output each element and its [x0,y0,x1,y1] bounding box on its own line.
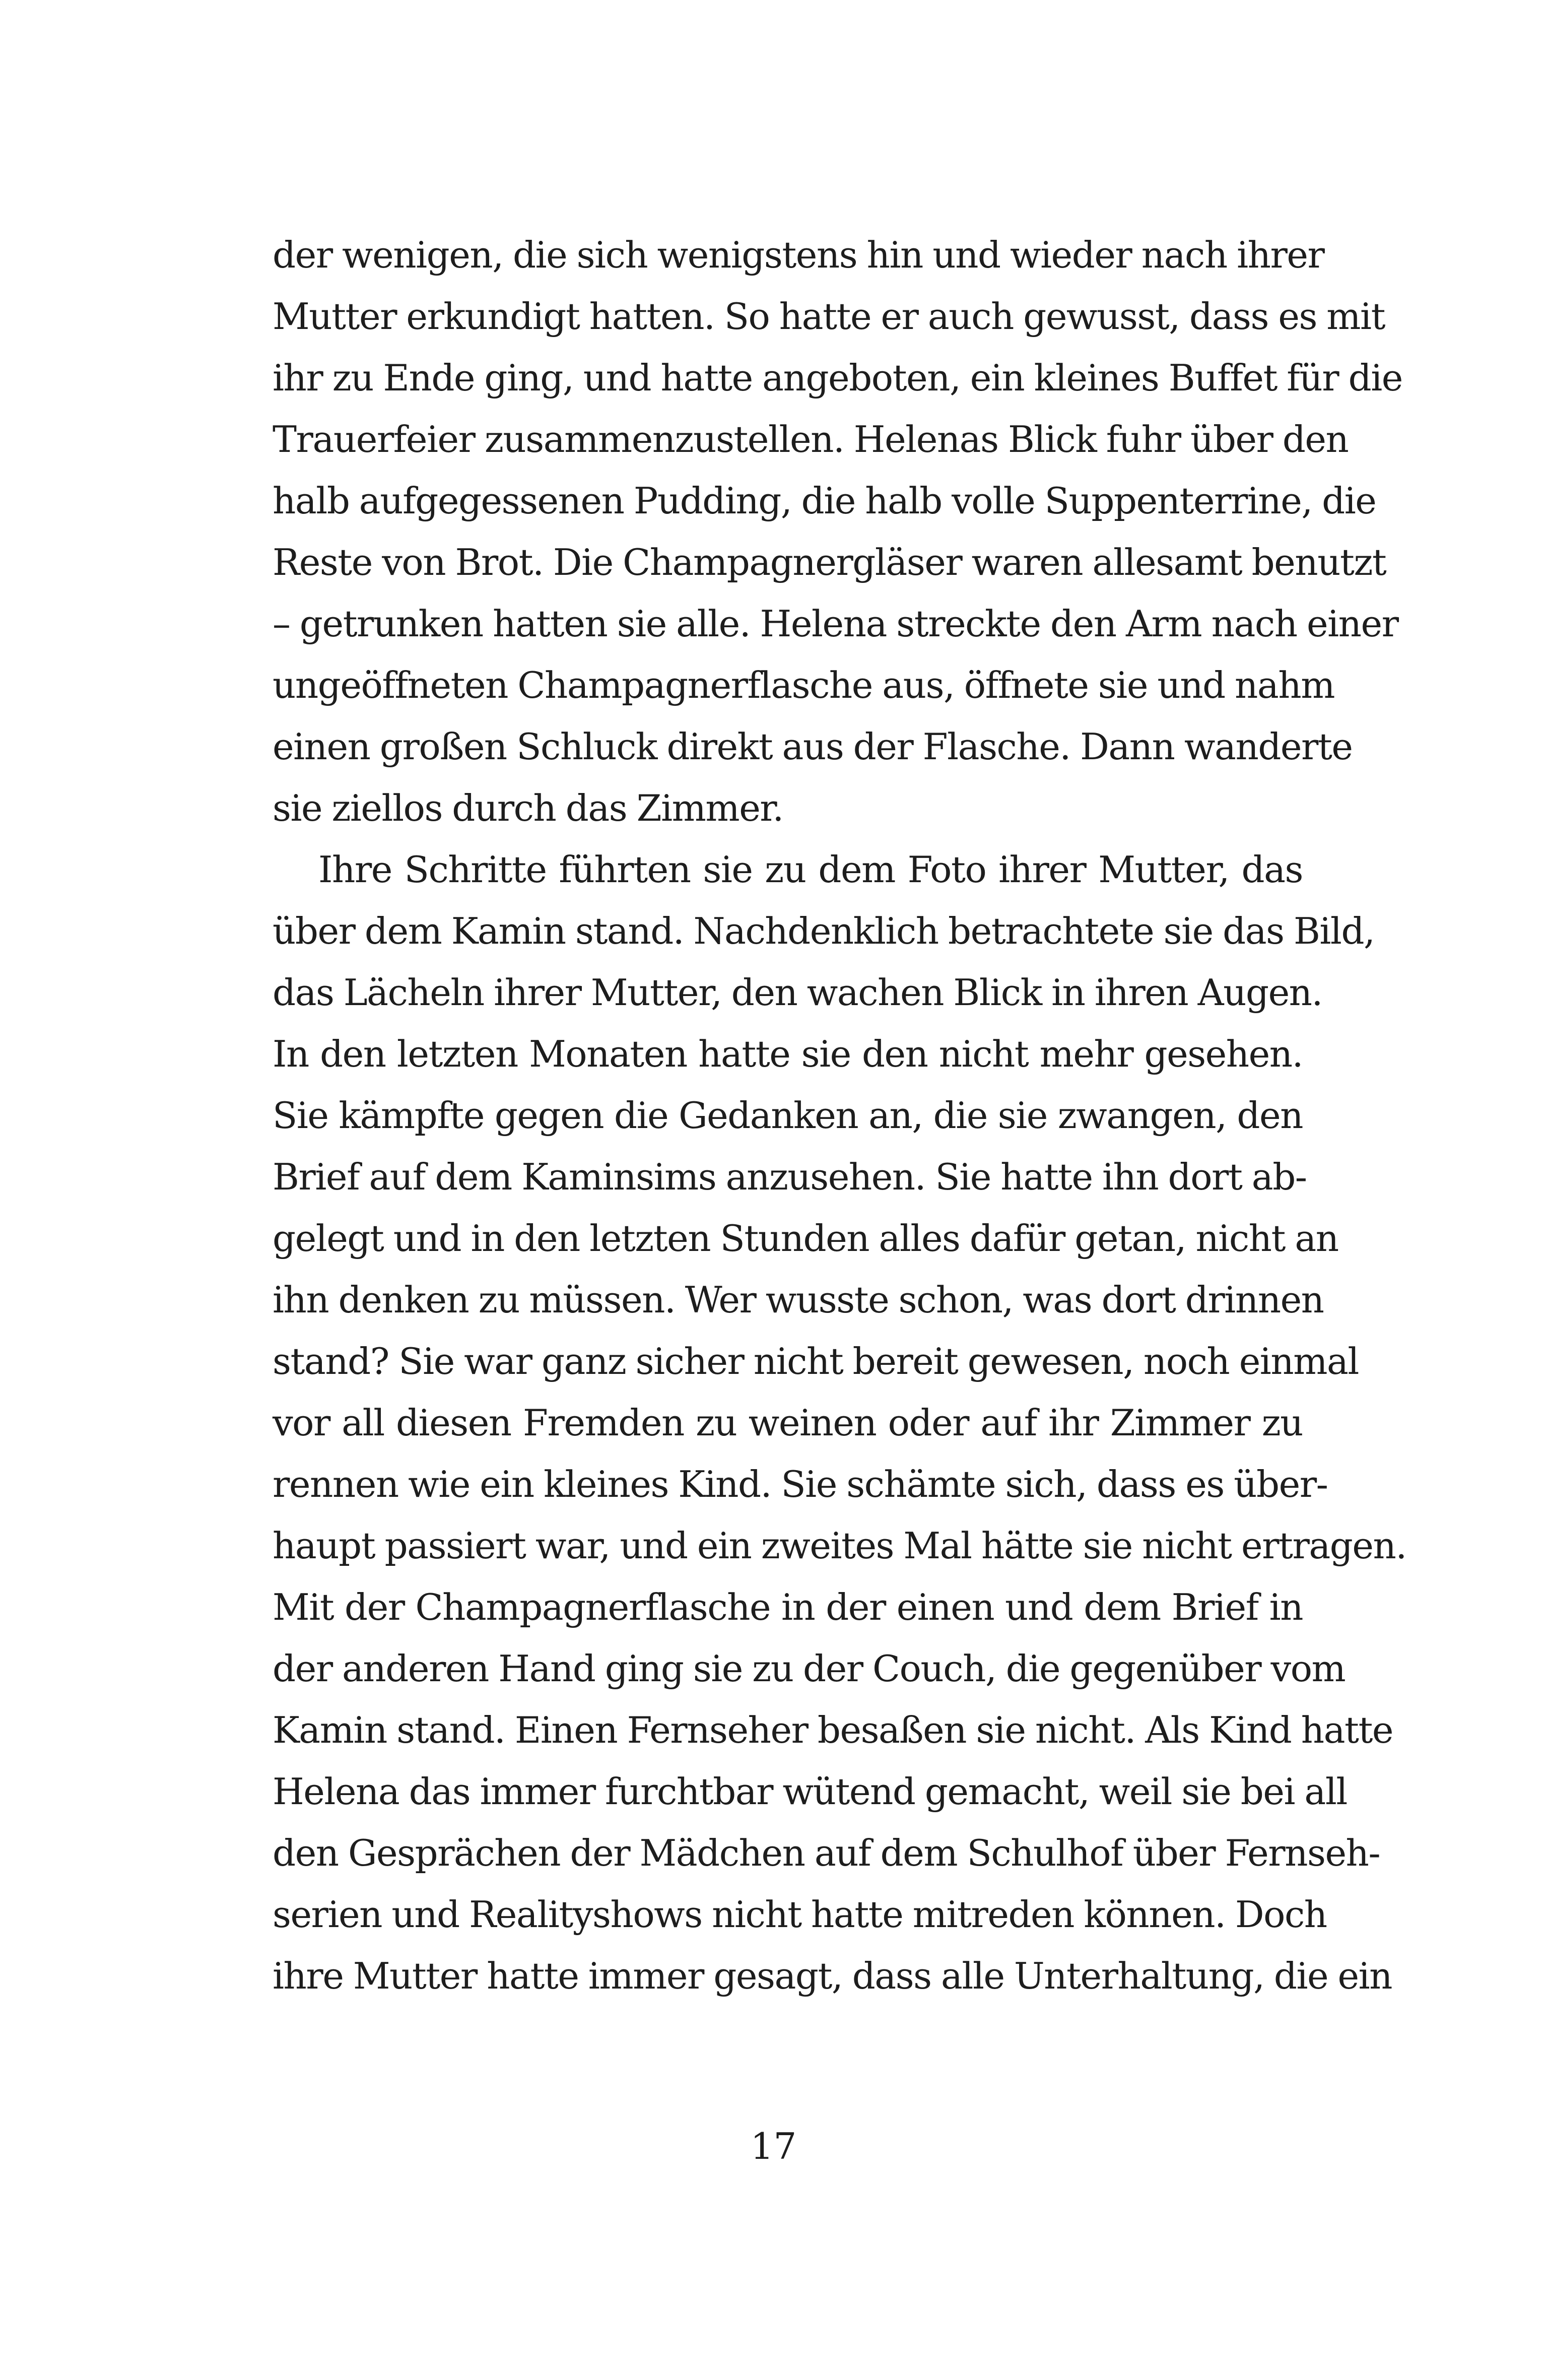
text-line: das Lächeln ihrer Mutter, den wachen Blick in ihren Augen. [273,971,1322,1014]
text-line: ihn denken zu müssen. Wer wusste schon, was dort drinnen [273,1279,1324,1321]
text-line: ungeöffneten Champagnerflasche aus, öffnete sie und nahm [273,664,1334,706]
page-number: 17 [750,2125,797,2167]
text-line: Mutter erkundigt hatten. So hatte er auch gewusst, dass es mit [273,295,1385,338]
text-line: Mit der Champagnerflasche in der einen und dem Brief in [273,1586,1303,1628]
text-line: serien und Realityshows nicht hatte mitreden können. Doch [273,1893,1327,1936]
text-line: Ihre Schritte führten sie zu dem Foto ihrer Mutter, das [318,848,1303,891]
text-line: ihr zu Ende ging, und hatte angeboten, ein kleines Buffet für die [273,357,1402,399]
text-line: Trauerfeier zusammenzustellen. Helenas Blick fuhr über den [273,418,1349,460]
text-line: der anderen Hand ging sie zu der Couch, die gegenüber vom [273,1647,1346,1690]
text-line: Helena das immer furchtbar wütend gemacht, weil sie bei all [273,1770,1347,1813]
text-line: stand? Sie war ganz sicher nicht bereit gewesen, noch einmal [273,1340,1359,1382]
text-line: Reste von Brot. Die Champagnergläser waren allesamt benutzt [273,541,1386,583]
text-line: – getrunken hatten sie alle. Helena streckte den Arm nach einer [273,603,1398,645]
body-text [273,224,1406,2007]
text-line: Sie kämpfte gegen die Gedanken an, die sie zwangen, den [273,1094,1303,1137]
text-line: gelegt und in den letzten Stunden alles dafür getan, nicht an [273,1217,1338,1260]
paragraph-1 [273,224,1402,839]
text-line: über dem Kamin stand. Nachdenklich betrachtete sie das Bild, [273,910,1375,952]
text-line: haupt passiert war, und ein zweites Mal hätte sie nicht ertragen. [273,1525,1406,1567]
text-line: einen großen Schluck direkt aus der Flasche. Dann wanderte [273,725,1353,768]
paragraph-2 [273,839,1406,2007]
text-line: halb aufgegessenen Pudding, die halb volle Suppenterrine, die [273,480,1376,522]
text-line: sie ziellos durch das Zimmer. [273,787,783,829]
text-line: den Gesprächen der Mädchen auf dem Schulhof über Fernseh- [273,1832,1380,1874]
text-line: Kamin stand. Einen Fernseher besaßen sie nicht. Als Kind hatte [273,1709,1393,1751]
text-line: vor all diesen Fremden zu weinen oder auf ihr Zimmer zu [273,1402,1303,1444]
text-line: ihre Mutter hatte immer gesagt, dass alle Unterhaltung, die ein [273,1955,1392,1997]
text-line: der wenigen, die sich wenigstens hin und wieder nach ihrer [273,234,1324,276]
text-line: Brief auf dem Kaminsims anzusehen. Sie hatte ihn dort ab- [273,1156,1307,1198]
text-line: In den letzten Monaten hatte sie den nicht mehr gesehen. [273,1033,1303,1075]
text-line: rennen wie ein kleines Kind. Sie schämte sich, dass es über- [273,1463,1328,1505]
